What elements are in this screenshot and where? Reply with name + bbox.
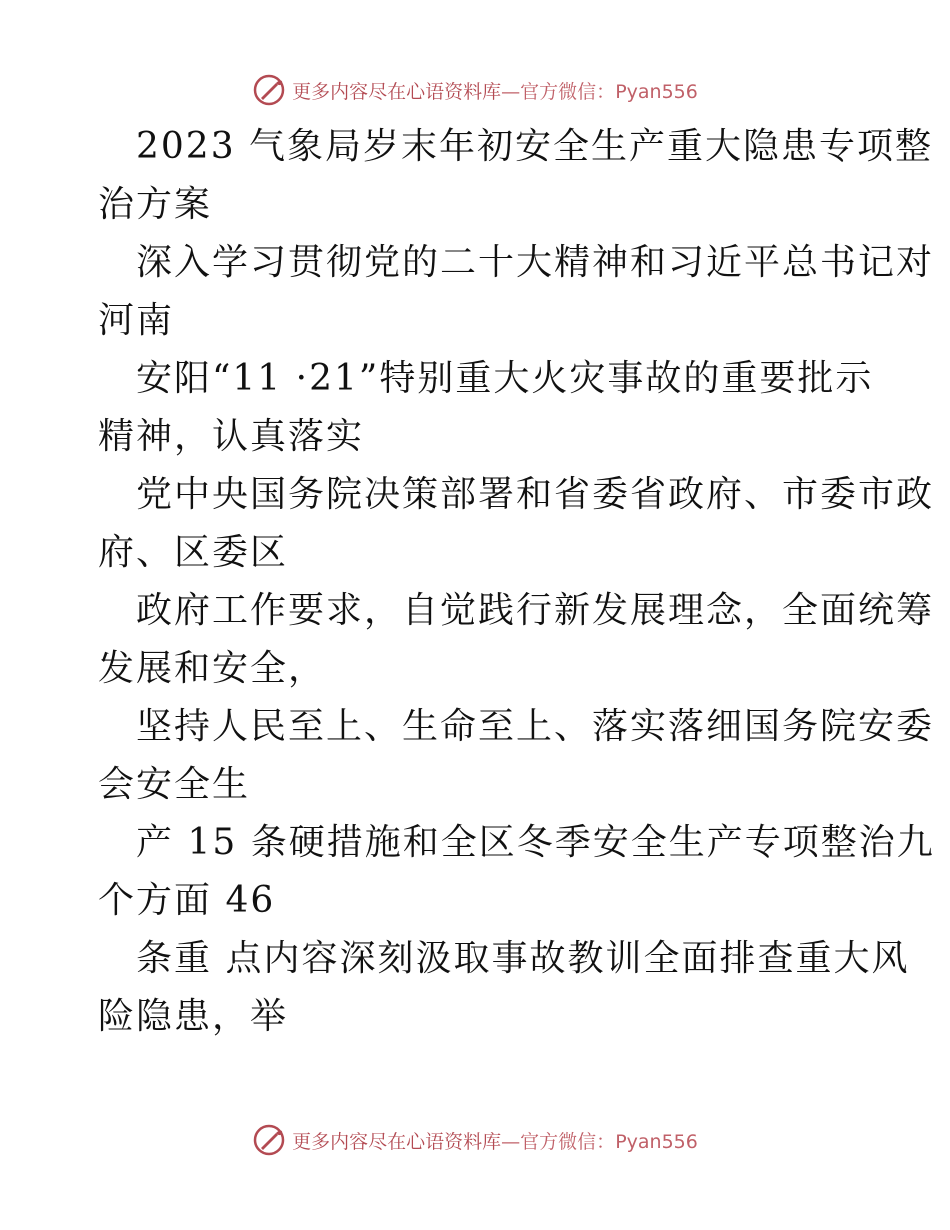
watermark-dash: —	[501, 80, 521, 103]
text-line: 府、区委区	[98, 532, 289, 573]
watermark-dash: —	[501, 1130, 521, 1153]
watermark-wechat-id: Pyan556	[615, 80, 698, 103]
text-line: 产 15 条硬措施和全区冬季安全生产专项整治九	[136, 822, 935, 863]
watermark-site: 更多内容尽在心语资料库	[292, 1130, 502, 1153]
quill-logo-icon	[252, 73, 286, 107]
watermark-footer	[0, 1120, 950, 1160]
text-line: 发展和安全，	[98, 648, 327, 689]
text-line: 2023 气象局岁末年初安全生产重大隐患专项整	[136, 126, 934, 167]
quill-logo-icon	[252, 1123, 286, 1157]
watermark-wechat-label: 官方微信：	[520, 1130, 616, 1153]
watermark-text	[292, 77, 698, 104]
text-line: 会安全生	[98, 764, 251, 805]
text-line: 治方案	[98, 184, 213, 225]
text-line: 深入学习贯彻党的二十大精神和习近平总书记对	[136, 242, 935, 283]
text-line: 坚持人民至上、生命至上、落实落细国务院安委	[136, 706, 935, 747]
watermark-wechat-label: 官方微信：	[520, 80, 616, 103]
text-line: 政府工作要求，自觉践行新发展理念，全面统筹	[136, 590, 935, 631]
text-line: 河南	[98, 300, 175, 341]
text-line: 精神，认真落实	[98, 416, 365, 457]
watermark-wechat-id: Pyan556	[615, 1130, 698, 1153]
document-body	[98, 118, 935, 1046]
text-line: 安阳“11 ·21”特别重大火灾事故的重要批示	[136, 358, 874, 399]
text-line: 个方面 46	[98, 880, 276, 921]
watermark-header	[0, 70, 950, 110]
text-line: 险隐患，举	[98, 996, 289, 1037]
watermark-site: 更多内容尽在心语资料库	[292, 80, 502, 103]
text-line: 党中央国务院决策部署和省委省政府、市委市政	[136, 474, 935, 515]
watermark-text	[292, 1127, 698, 1154]
text-line: 条重 点内容深刻汲取事故教训全面排查重大风	[136, 938, 910, 979]
